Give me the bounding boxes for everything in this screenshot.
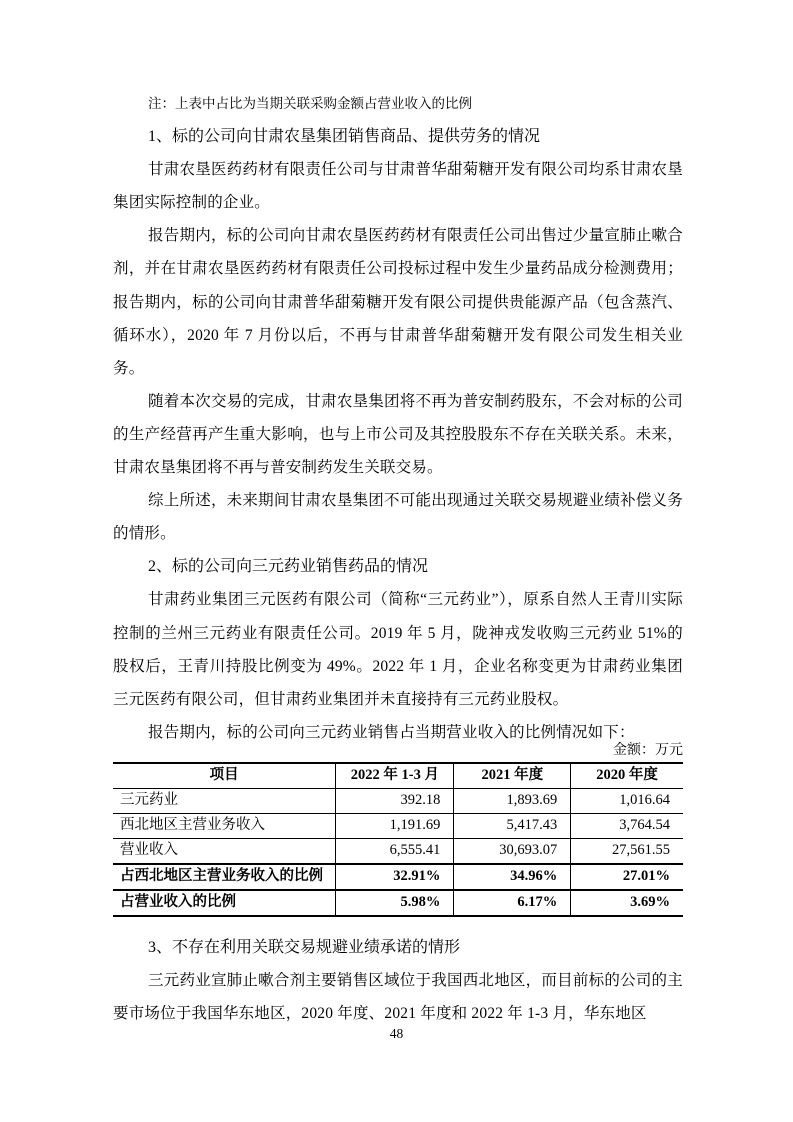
table-cell-value: 6.17% xyxy=(454,890,571,916)
table-cell-value: 30,693.07 xyxy=(454,838,571,864)
table-cell-label: 三元药业 xyxy=(113,788,336,813)
table-cell-value: 1,016.64 xyxy=(571,788,683,813)
section-1-paragraph: 报告期内，标的公司向甘肃农垦医药药材有限责任公司出售过少量宣肺止嗽合剂，并在甘肃农垦医药药材有限责任公司投标过程中发生少量药品成分检测费用；报告期内，标的公司向甘肃普华甜菊糖开发有限公司提供贵能源产品（包含蒸汽、循环水），2020 年 7 月份以后，不再与甘肃普华甜菊糖开发有限公司发生相关业务。 xyxy=(113,227,683,377)
table-header-item: 2021 年度 xyxy=(454,763,571,789)
table-row xyxy=(113,788,683,813)
table-row xyxy=(113,890,683,916)
table-row xyxy=(113,864,683,890)
section-3-heading: 3、不存在利用关联交易规避业绩承诺的情形 xyxy=(148,938,461,956)
table-unit-label: 金额：万元 xyxy=(613,742,683,758)
section-1-paragraph: 甘肃农垦医药药材有限责任公司与甘肃普华甜菊糖开发有限公司均系甘肃农垦集团实际控制的企业。 xyxy=(113,161,683,212)
section-1-heading: 1、标的公司向甘肃农垦集团销售商品、提供劳务的情况 xyxy=(148,128,541,146)
table-cell-label: 营业收入 xyxy=(113,838,336,864)
table-header-item: 项目 xyxy=(113,763,336,789)
page-number: 48 xyxy=(389,1026,404,1041)
section-2-paragraph: 报告期内，标的公司向三元药业销售占当期营业收入的比例情况如下： xyxy=(148,723,635,741)
table-cell-value: 3,764.54 xyxy=(571,813,683,838)
section-2-paragraph: 甘肃药业集团三元医药有限公司（简称“三元药业”），原系自然人王青川实际控制的兰州三元药业有限责任公司。2019 年 5 月，陇神戎发收购三元药业 51%的股权后，王青川持股比例变为 49%。2022 年 1 月，企业名称变更为甘肃药业集团三元医药有限公司，但甘肃药业集团并未直接持有三元药业股权。 xyxy=(113,591,683,708)
table-row xyxy=(113,838,683,864)
page-content xyxy=(113,87,683,1030)
table-header-row xyxy=(113,763,683,789)
section-1-paragraph: 随着本次交易的完成，甘肃农垦集团将不再为普安制药股东，不会对标的公司的生产经营再产生重大影响，也与上市公司及其控股股东不存在关联关系。未来，甘肃农垦集团将不再与普安制药发生关联交易。 xyxy=(113,392,683,477)
table-cell-label: 西北地区主营业务收入 xyxy=(113,813,336,838)
table-cell-value: 27,561.55 xyxy=(571,838,683,864)
table-cell-value: 1,191.69 xyxy=(336,813,454,838)
section-1-paragraph: 综上所述，未来期间甘肃农垦集团不可能出现通过关联交易规避业绩补偿义务的情形。 xyxy=(113,492,683,543)
table-cell-value: 3.69% xyxy=(571,890,683,916)
table-cell-value: 1,893.69 xyxy=(454,788,571,813)
table-cell-value: 32.91% xyxy=(336,864,454,890)
section-3-paragraph: 三元药业宣肺止嗽合剂主要销售区域位于我国西北地区，而目前标的公司的主要市场位于我国华东地区，2020 年度、2021 年度和 2022 年 1-3 月，华东地区 xyxy=(113,971,683,1023)
table-cell-value: 6,555.41 xyxy=(336,838,454,864)
table-footnote: 注：上表中占比为当期关联采购金额占营业收入的比例 xyxy=(148,96,472,111)
section-2-heading: 2、标的公司向三元药业销售药品的情况 xyxy=(148,558,429,576)
table-cell-label: 占西北地区主营业务收入的比例 xyxy=(113,864,336,890)
table-cell-value: 34.96% xyxy=(454,864,571,890)
table-cell-value: 5,417.43 xyxy=(454,813,571,838)
table-cell-label: 占营业收入的比例 xyxy=(113,890,336,916)
related-sales-ratio-table xyxy=(113,762,683,917)
table-cell-value: 5.98% xyxy=(336,890,454,916)
table-header-item: 2022 年 1-3 月 xyxy=(336,763,454,789)
table-cell-value: 27.01% xyxy=(571,864,683,890)
table-header-item: 2020 年度 xyxy=(571,763,683,789)
table-cell-value: 392.18 xyxy=(336,788,454,813)
table-row xyxy=(113,813,683,838)
